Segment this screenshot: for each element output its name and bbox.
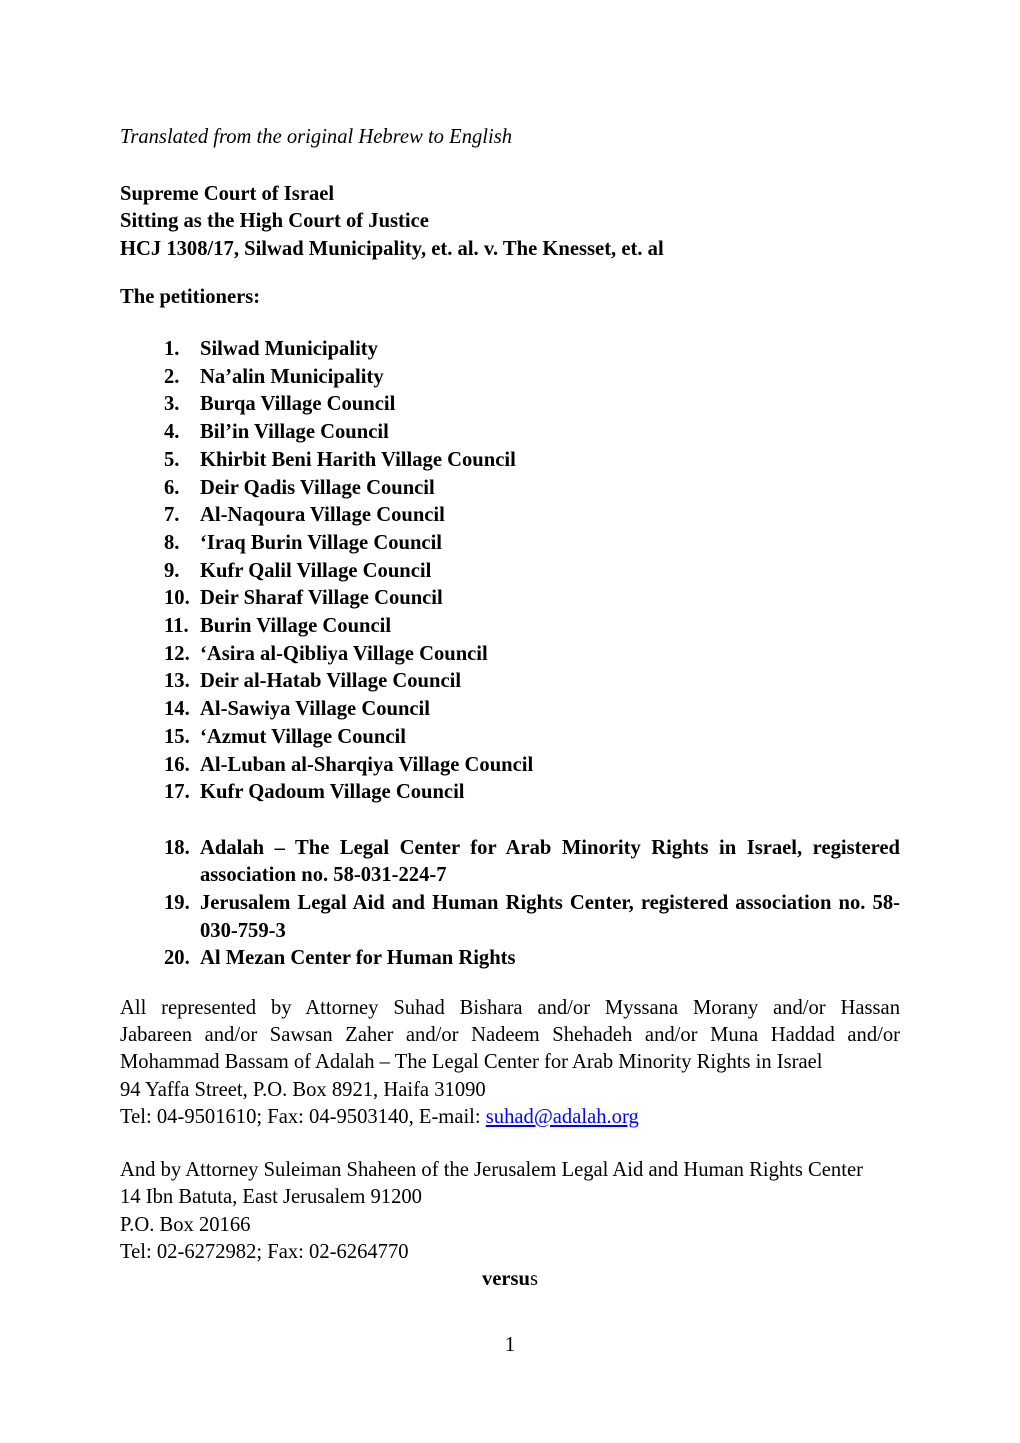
petitioner-text: Kufr Qalil Village Council	[200, 559, 432, 582]
petitioner-item	[120, 890, 900, 918]
representation-line: Jabareen and/or Sawsan Zaher and/or Nadeem Shehadeh and/or Muna Haddad and/or	[120, 1024, 900, 1047]
petitioner-number: 15.	[164, 725, 190, 748]
petitioner-item	[120, 779, 900, 807]
petitioner-number: 11.	[164, 615, 189, 638]
petitioner-item	[120, 447, 900, 475]
representation-contact-line	[120, 1104, 900, 1131]
petitioner-item	[120, 530, 900, 558]
translation-note-block	[120, 124, 900, 151]
petitioner-number: 8.	[164, 531, 180, 554]
versus-label	[120, 1266, 900, 1293]
contact-prefix: Tel: 04-9501610; Fax: 04-9503140, E-mail:	[120, 1105, 486, 1128]
petitioner-text: Jerusalem Legal Aid and Human Rights Center, registered association no. 58-	[200, 892, 900, 915]
petitioner-item	[120, 724, 900, 752]
petitioner-text: Na’alin Municipality	[200, 365, 384, 388]
petitioner-text: ‘Asira al-Qibliya Village Council	[200, 642, 488, 665]
petitioner-number: 14.	[164, 698, 190, 721]
list-gap	[120, 807, 900, 835]
case-header-block	[120, 181, 900, 263]
representation-paragraph	[120, 995, 900, 1131]
representation-line: Mohammad Bassam of Adalah – The Legal Center for Arab Minority Rights in Israel	[120, 1051, 823, 1074]
petitioner-item	[120, 391, 900, 419]
petitioner-number: 1.	[164, 338, 180, 360]
petitioner-text: 030-759-3	[200, 919, 286, 942]
petitioner-item	[120, 696, 900, 724]
petitioner-number: 3.	[164, 393, 180, 416]
petitioner-item	[120, 364, 900, 392]
second-counsel-block	[120, 1157, 900, 1293]
case-caption: HCJ 1308/17, Silwad Municipality, et. al. v. The Knesset, et. al	[120, 237, 664, 260]
petitioner-number: 7.	[164, 504, 180, 527]
petitioner-item-continuation	[120, 862, 900, 890]
petitioner-number: 5.	[164, 448, 180, 471]
petitioner-number: 17.	[164, 781, 190, 804]
counsel-contact-line: Tel: 02-6272982; Fax: 02-6264770	[120, 1240, 409, 1263]
petitioner-number: 16.	[164, 753, 190, 776]
translation-note: Translated from the original Hebrew to English	[120, 126, 513, 148]
petitioner-text: Khirbit Beni Harith Village Council	[200, 448, 516, 471]
petitioner-text: Bil’in Village Council	[200, 421, 389, 444]
petitioner-item	[120, 475, 900, 503]
representation-address-line: 94 Yaffa Street, P.O. Box 8921, Haifa 31090	[120, 1078, 486, 1101]
court-name: Supreme Court of Israel	[120, 183, 335, 205]
petitioners-list	[120, 336, 900, 973]
petitioner-text: Al-Sawiya Village Council	[200, 698, 430, 721]
petitioner-item	[120, 752, 900, 780]
petitioner-text: Al-Naqoura Village Council	[200, 504, 445, 527]
petitioner-text: Burqa Village Council	[200, 393, 396, 416]
petitioner-number: 9.	[164, 559, 180, 582]
petitioner-text: ‘Iraq Burin Village Council	[200, 531, 443, 554]
petitioner-item	[120, 419, 900, 447]
counsel-address-line: 14 Ibn Batuta, East Jerusalem 91200	[120, 1186, 422, 1209]
petitioner-number: 12.	[164, 642, 190, 665]
petitioner-number: 18.	[164, 836, 190, 859]
petitioner-number: 20.	[164, 947, 190, 970]
counsel-pobox-line: P.O. Box 20166	[120, 1213, 251, 1236]
petitioner-text: Deir Sharaf Village Council	[200, 587, 443, 610]
page-number: 1	[504, 1334, 516, 1356]
petitioner-text: association no. 58-031-224-7	[200, 864, 447, 887]
petitioner-number: 10.	[164, 587, 190, 610]
petitioner-item	[120, 585, 900, 613]
petitioners-heading-block	[120, 284, 900, 311]
petitioner-text: Kufr Qadoum Village Council	[200, 781, 465, 804]
petitioner-text: Deir al-Hatab Village Council	[200, 670, 462, 693]
representation-line: All represented by Attorney Suhad Bishara and/or Myssana Morany and/or Hassan	[120, 997, 900, 1019]
petitioner-item	[120, 641, 900, 669]
petitioner-number: 2.	[164, 365, 180, 388]
counsel-line: And by Attorney Suleiman Shaheen of the Jerusalem Legal Aid and Human Rights Center	[120, 1159, 863, 1181]
petitioner-item	[120, 613, 900, 641]
petitioners-heading: The petitioners:	[120, 286, 261, 308]
petitioner-text: Silwad Municipality	[200, 338, 378, 360]
petitioner-text: Burin Village Council	[200, 615, 392, 638]
petitioner-item	[120, 502, 900, 530]
versus-bold-part: versu	[481, 1268, 531, 1291]
email-link[interactable]: suhad@adalah.org	[485, 1105, 639, 1128]
petitioner-text: Al-Luban al-Sharqiya Village Council	[200, 753, 534, 776]
petitioner-item	[120, 668, 900, 696]
petitioner-text: Al Mezan Center for Human Rights	[200, 947, 516, 970]
petitioner-text: ‘Azmut Village Council	[200, 725, 406, 748]
petitioner-text: Deir Qadis Village Council	[200, 476, 435, 499]
petitioner-number: 13.	[164, 670, 190, 693]
petitioner-number: 19.	[164, 892, 190, 915]
petitioner-text: Adalah – The Legal Center for Arab Minority Rights in Israel, registered	[200, 836, 900, 859]
versus-regular-part: s	[530, 1268, 539, 1291]
petitioner-item	[120, 945, 900, 973]
petitioner-item	[120, 336, 900, 364]
court-sitting: Sitting as the High Court of Justice	[120, 210, 429, 233]
petitioner-item	[120, 558, 900, 586]
petitioner-item-continuation	[120, 918, 900, 946]
petitioner-number: 4.	[164, 421, 180, 444]
petitioner-number: 6.	[164, 476, 180, 499]
petitioner-item	[120, 835, 900, 863]
